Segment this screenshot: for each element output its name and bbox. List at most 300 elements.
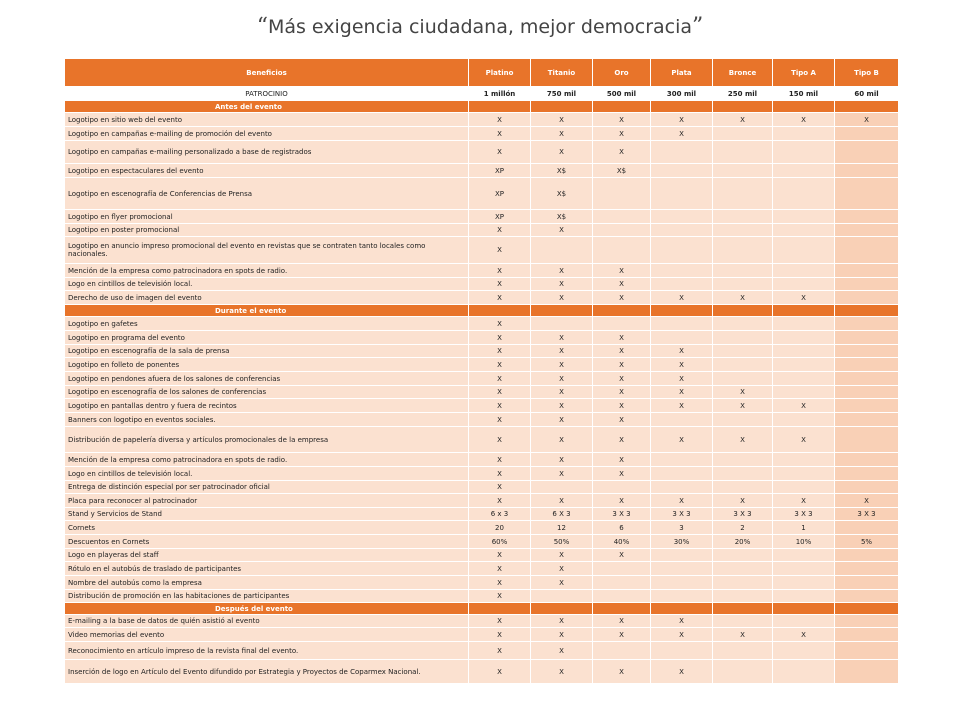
benefit-cell bbox=[651, 576, 713, 590]
table-row bbox=[65, 467, 899, 481]
table-row bbox=[65, 660, 899, 684]
benefit-cell: X bbox=[651, 660, 713, 684]
benefit-cell: X bbox=[593, 549, 651, 562]
patrocinio-value: 250 mil bbox=[713, 87, 773, 101]
benefit-cell bbox=[713, 278, 773, 291]
benefit-cell: X bbox=[531, 127, 593, 141]
section-cell bbox=[593, 603, 651, 615]
benefit-cell bbox=[651, 481, 713, 494]
section-cell bbox=[773, 305, 835, 317]
benefit-label: Logotipo en poster promocional bbox=[65, 224, 469, 237]
section-cell bbox=[469, 603, 531, 615]
benefit-cell: X bbox=[593, 628, 651, 642]
benefit-cell bbox=[835, 386, 899, 399]
section-row bbox=[65, 101, 899, 113]
benefit-label: Mención de la empresa como patrocinadora en spots de radio. bbox=[65, 264, 469, 278]
benefit-cell: X bbox=[773, 113, 835, 127]
benefit-label: Logotipo en anuncio impreso promocional del evento en revistas que se contraten tanto locales como nacionales. bbox=[65, 237, 469, 264]
benefit-cell: X bbox=[531, 345, 593, 358]
benefit-cell: X bbox=[593, 345, 651, 358]
benefit-label: Logotipo en espectaculares del evento bbox=[65, 164, 469, 178]
benefit-cell bbox=[713, 576, 773, 590]
benefit-cell: X bbox=[773, 427, 835, 453]
benefit-cell: 30% bbox=[651, 535, 713, 549]
table-row bbox=[65, 178, 899, 210]
benefit-cell: X bbox=[773, 291, 835, 305]
benefit-label: Cornets bbox=[65, 521, 469, 535]
section-cell bbox=[651, 101, 713, 113]
benefit-cell bbox=[835, 210, 899, 224]
benefit-label: Logo en cintillos de televisión local. bbox=[65, 278, 469, 291]
benefit-cell bbox=[713, 127, 773, 141]
benefit-cell: X bbox=[713, 399, 773, 413]
table-body bbox=[65, 59, 899, 684]
benefit-cell bbox=[773, 345, 835, 358]
benefit-cell bbox=[773, 237, 835, 264]
benefit-cell bbox=[651, 178, 713, 210]
benefit-cell: X bbox=[773, 399, 835, 413]
open-quote: “ bbox=[256, 14, 268, 39]
benefit-cell: X bbox=[651, 494, 713, 508]
section-title: Durante el evento bbox=[65, 305, 469, 317]
benefit-cell: X bbox=[651, 113, 713, 127]
benefit-cell bbox=[593, 178, 651, 210]
benefit-cell: X bbox=[469, 127, 531, 141]
benefit-cell bbox=[773, 141, 835, 164]
benefit-cell: 2 bbox=[713, 521, 773, 535]
table-row bbox=[65, 278, 899, 291]
benefit-cell bbox=[773, 127, 835, 141]
benefit-cell bbox=[713, 562, 773, 576]
benefit-cell: X bbox=[469, 113, 531, 127]
benefit-cell: X bbox=[531, 660, 593, 684]
benefit-cell bbox=[835, 127, 899, 141]
benefit-cell: X bbox=[531, 413, 593, 427]
col-header: Titanio bbox=[531, 59, 593, 87]
benefit-cell bbox=[835, 278, 899, 291]
section-cell bbox=[713, 101, 773, 113]
benefit-cell bbox=[713, 481, 773, 494]
benefit-cell: X bbox=[531, 562, 593, 576]
benefit-cell: X bbox=[469, 628, 531, 642]
benefit-cell bbox=[651, 453, 713, 467]
benefit-cell: X bbox=[531, 264, 593, 278]
benefit-label: Distribución de papelería diversa y artículos promocionales de la empresa bbox=[65, 427, 469, 453]
benefit-cell: X bbox=[593, 386, 651, 399]
benefit-cell: X bbox=[531, 467, 593, 481]
benefit-cell bbox=[713, 178, 773, 210]
table-row bbox=[65, 535, 899, 549]
table-row bbox=[65, 372, 899, 386]
benefit-cell: X bbox=[469, 317, 531, 331]
benefit-cell: X bbox=[651, 386, 713, 399]
benefit-cell bbox=[651, 590, 713, 603]
benefit-cell bbox=[651, 317, 713, 331]
section-cell bbox=[531, 603, 593, 615]
close-quote: ” bbox=[692, 14, 704, 39]
benefit-label: Entrega de distinción especial por ser patrocinador oficial bbox=[65, 481, 469, 494]
benefit-cell: X bbox=[593, 427, 651, 453]
benefit-cell: 60% bbox=[469, 535, 531, 549]
col-header: Beneficios bbox=[65, 59, 469, 87]
benefit-cell: X bbox=[469, 590, 531, 603]
benefit-cell bbox=[651, 549, 713, 562]
benefit-cell bbox=[773, 264, 835, 278]
benefit-cell bbox=[835, 331, 899, 345]
benefit-cell: X bbox=[531, 615, 593, 628]
benefit-cell: X bbox=[469, 345, 531, 358]
benefit-cell bbox=[835, 590, 899, 603]
benefit-cell bbox=[713, 590, 773, 603]
benefit-cell: X bbox=[531, 141, 593, 164]
benefit-cell: 6 x 3 bbox=[469, 508, 531, 521]
benefit-label: Logotipo en pendones afuera de los salones de conferencias bbox=[65, 372, 469, 386]
patrocinio-label: PATROCINIO bbox=[65, 87, 469, 101]
table-row bbox=[65, 386, 899, 399]
benefit-cell: X bbox=[593, 413, 651, 427]
section-row bbox=[65, 603, 899, 615]
table-row bbox=[65, 164, 899, 178]
benefit-cell bbox=[773, 224, 835, 237]
col-header: Bronce bbox=[713, 59, 773, 87]
benefit-cell: X bbox=[835, 113, 899, 127]
benefit-cell bbox=[835, 467, 899, 481]
benefit-cell: X bbox=[469, 278, 531, 291]
benefit-cell: 6 bbox=[593, 521, 651, 535]
col-header: Platino bbox=[469, 59, 531, 87]
slide-title bbox=[0, 14, 960, 39]
section-title: Después del evento bbox=[65, 603, 469, 615]
benefit-cell: X$ bbox=[531, 210, 593, 224]
patrocinio-value: 1 millón bbox=[469, 87, 531, 101]
benefit-cell: 3 X 3 bbox=[593, 508, 651, 521]
benefit-cell bbox=[713, 237, 773, 264]
benefit-cell bbox=[773, 590, 835, 603]
benefit-cell: 20% bbox=[713, 535, 773, 549]
benefit-cell bbox=[651, 467, 713, 481]
benefit-cell: X bbox=[531, 642, 593, 660]
benefit-cell: X bbox=[469, 224, 531, 237]
benefit-cell: X bbox=[531, 358, 593, 372]
benefit-cell bbox=[835, 481, 899, 494]
benefit-label: Placa para reconocer al patrocinador bbox=[65, 494, 469, 508]
benefit-label: Logotipo en sitio web del evento bbox=[65, 113, 469, 127]
benefit-cell: X bbox=[713, 427, 773, 453]
benefit-cell bbox=[773, 210, 835, 224]
benefit-cell bbox=[773, 317, 835, 331]
benefit-cell bbox=[773, 453, 835, 467]
benefit-cell: X bbox=[651, 427, 713, 453]
benefit-cell bbox=[773, 576, 835, 590]
benefit-cell: X bbox=[531, 549, 593, 562]
benefit-cell: 3 X 3 bbox=[713, 508, 773, 521]
benefit-cell bbox=[773, 549, 835, 562]
benefit-cell bbox=[835, 660, 899, 684]
section-cell bbox=[531, 101, 593, 113]
benefit-cell: X bbox=[531, 427, 593, 453]
section-cell bbox=[835, 603, 899, 615]
table-row bbox=[65, 413, 899, 427]
benefit-cell bbox=[773, 331, 835, 345]
benefit-cell bbox=[593, 224, 651, 237]
benefit-cell bbox=[651, 642, 713, 660]
benefit-cell: X bbox=[469, 291, 531, 305]
benefit-label: Reconocimiento en artículo impreso de la revista final del evento. bbox=[65, 642, 469, 660]
benefit-cell bbox=[593, 210, 651, 224]
table-row bbox=[65, 237, 899, 264]
benefit-cell bbox=[713, 549, 773, 562]
table-row bbox=[65, 642, 899, 660]
benefit-cell bbox=[651, 141, 713, 164]
benefit-cell: X bbox=[593, 358, 651, 372]
benefit-label: Logotipo en programa del evento bbox=[65, 331, 469, 345]
benefit-cell bbox=[835, 642, 899, 660]
table-row bbox=[65, 521, 899, 535]
benefit-cell bbox=[773, 615, 835, 628]
table-row bbox=[65, 399, 899, 413]
benefit-cell bbox=[773, 278, 835, 291]
table-row bbox=[65, 562, 899, 576]
benefit-cell bbox=[835, 453, 899, 467]
section-cell bbox=[773, 101, 835, 113]
benefit-cell: X bbox=[469, 141, 531, 164]
col-header: Plata bbox=[651, 59, 713, 87]
benefit-cell: X bbox=[531, 576, 593, 590]
benefit-cell bbox=[713, 372, 773, 386]
benefit-cell bbox=[651, 164, 713, 178]
section-cell bbox=[469, 305, 531, 317]
benefit-cell: X bbox=[593, 141, 651, 164]
benefit-cell bbox=[651, 562, 713, 576]
benefit-cell: X bbox=[469, 549, 531, 562]
section-cell bbox=[713, 603, 773, 615]
benefit-cell: 50% bbox=[531, 535, 593, 549]
benefit-cell bbox=[593, 237, 651, 264]
benefit-cell: X bbox=[531, 331, 593, 345]
benefit-cell bbox=[651, 413, 713, 427]
benefit-cell: XP bbox=[469, 178, 531, 210]
table-row bbox=[65, 494, 899, 508]
benefit-cell: X bbox=[593, 264, 651, 278]
table-row bbox=[65, 113, 899, 127]
section-cell bbox=[713, 305, 773, 317]
benefit-cell bbox=[773, 660, 835, 684]
benefit-cell: X bbox=[835, 494, 899, 508]
benefit-cell: X bbox=[531, 224, 593, 237]
table-row bbox=[65, 224, 899, 237]
benefit-cell: X bbox=[469, 481, 531, 494]
benefit-cell: X bbox=[469, 453, 531, 467]
benefit-cell: X bbox=[531, 386, 593, 399]
benefit-cell bbox=[713, 358, 773, 372]
table-row bbox=[65, 615, 899, 628]
benefit-cell: X bbox=[651, 615, 713, 628]
benefit-cell: X bbox=[651, 291, 713, 305]
benefit-label: Logotipo en escenografía de los salones de conferencias bbox=[65, 386, 469, 399]
benefit-cell bbox=[835, 291, 899, 305]
benefit-label: Mención de la empresa como patrocinadora en spots de radio. bbox=[65, 453, 469, 467]
benefit-cell bbox=[713, 317, 773, 331]
benefit-cell: 10% bbox=[773, 535, 835, 549]
benefit-cell: X bbox=[531, 453, 593, 467]
benefit-cell bbox=[531, 317, 593, 331]
benefit-cell bbox=[531, 481, 593, 494]
benefit-cell: X bbox=[469, 331, 531, 345]
benefit-cell bbox=[835, 628, 899, 642]
benefit-cell: XP bbox=[469, 164, 531, 178]
benefit-cell bbox=[713, 660, 773, 684]
benefit-cell: X bbox=[651, 358, 713, 372]
benefit-cell: X bbox=[651, 628, 713, 642]
benefit-cell bbox=[593, 642, 651, 660]
table-row bbox=[65, 127, 899, 141]
section-cell bbox=[651, 603, 713, 615]
col-header: Tipo B bbox=[835, 59, 899, 87]
benefit-cell bbox=[531, 237, 593, 264]
benefit-cell: 3 X 3 bbox=[651, 508, 713, 521]
benefit-cell bbox=[593, 562, 651, 576]
benefit-cell: X bbox=[713, 291, 773, 305]
benefit-cell bbox=[835, 345, 899, 358]
benefit-cell bbox=[835, 576, 899, 590]
patrocinio-value: 750 mil bbox=[531, 87, 593, 101]
benefit-label: Nombre del autobús como la empresa bbox=[65, 576, 469, 590]
table-row bbox=[65, 453, 899, 467]
benefit-cell: XP bbox=[469, 210, 531, 224]
benefit-cell bbox=[713, 264, 773, 278]
benefit-cell bbox=[593, 317, 651, 331]
benefit-label: Video memorias del evento bbox=[65, 628, 469, 642]
section-row bbox=[65, 305, 899, 317]
benefit-label: Logotipo en flyer promocional bbox=[65, 210, 469, 224]
benefit-cell: X bbox=[469, 642, 531, 660]
section-cell bbox=[593, 305, 651, 317]
benefit-cell bbox=[835, 399, 899, 413]
benefit-cell: X$ bbox=[593, 164, 651, 178]
benefit-cell: X bbox=[469, 386, 531, 399]
benefit-cell bbox=[593, 576, 651, 590]
benefit-cell bbox=[773, 178, 835, 210]
benefit-cell: X bbox=[593, 113, 651, 127]
benefit-label: Logotipo en escenografía de la sala de prensa bbox=[65, 345, 469, 358]
benefit-label: Logotipo en pantallas dentro y fuera de recintos bbox=[65, 399, 469, 413]
benefit-label: E-mailing a la base de datos de quién asistió al evento bbox=[65, 615, 469, 628]
col-header: Tipo A bbox=[773, 59, 835, 87]
benefit-cell bbox=[773, 372, 835, 386]
title-text: Más exigencia ciudadana, mejor democracia bbox=[267, 16, 693, 38]
benefit-cell: 20 bbox=[469, 521, 531, 535]
benefit-cell: X bbox=[469, 413, 531, 427]
table-row bbox=[65, 576, 899, 590]
benefit-cell: X bbox=[469, 264, 531, 278]
benefit-cell: X bbox=[469, 494, 531, 508]
patrocinio-value: 60 mil bbox=[835, 87, 899, 101]
table-row bbox=[65, 264, 899, 278]
benefits-table bbox=[64, 58, 899, 684]
benefit-cell bbox=[773, 413, 835, 427]
header-row bbox=[65, 59, 899, 87]
benefit-cell: X bbox=[593, 467, 651, 481]
benefit-cell: 3 X 3 bbox=[835, 508, 899, 521]
benefit-cell bbox=[651, 278, 713, 291]
benefit-cell: X bbox=[773, 628, 835, 642]
benefit-cell: X bbox=[469, 399, 531, 413]
benefit-cell bbox=[835, 562, 899, 576]
benefit-cell bbox=[835, 372, 899, 386]
benefit-cell bbox=[773, 467, 835, 481]
benefit-cell bbox=[835, 549, 899, 562]
benefit-cell: X bbox=[593, 453, 651, 467]
benefit-cell: X bbox=[713, 494, 773, 508]
benefit-label: Logo en cintillos de televisión local. bbox=[65, 467, 469, 481]
benefit-cell bbox=[835, 237, 899, 264]
patrocinio-value: 500 mil bbox=[593, 87, 651, 101]
benefit-cell: X bbox=[773, 494, 835, 508]
table-row bbox=[65, 508, 899, 521]
benefit-cell: X bbox=[593, 660, 651, 684]
section-title: Antes del evento bbox=[65, 101, 469, 113]
benefit-cell: 5% bbox=[835, 535, 899, 549]
section-cell bbox=[531, 305, 593, 317]
benefit-cell: X bbox=[713, 386, 773, 399]
benefit-cell bbox=[713, 224, 773, 237]
benefit-cell bbox=[651, 264, 713, 278]
benefit-cell bbox=[835, 358, 899, 372]
benefit-cell: X bbox=[593, 399, 651, 413]
benefit-cell bbox=[835, 521, 899, 535]
table-row bbox=[65, 358, 899, 372]
benefit-cell: 12 bbox=[531, 521, 593, 535]
benefit-cell: X bbox=[713, 628, 773, 642]
benefit-cell: X$ bbox=[531, 178, 593, 210]
benefit-cell: X bbox=[469, 372, 531, 386]
benefit-cell bbox=[835, 164, 899, 178]
section-cell bbox=[593, 101, 651, 113]
benefit-cell: X bbox=[469, 358, 531, 372]
benefit-cell bbox=[713, 210, 773, 224]
benefit-cell: X bbox=[469, 576, 531, 590]
benefit-cell: X bbox=[469, 427, 531, 453]
section-cell bbox=[651, 305, 713, 317]
benefit-cell: X bbox=[713, 113, 773, 127]
benefit-cell: X bbox=[593, 291, 651, 305]
table-row bbox=[65, 210, 899, 224]
section-cell bbox=[835, 305, 899, 317]
benefit-cell bbox=[835, 615, 899, 628]
benefit-cell: 3 bbox=[651, 521, 713, 535]
benefit-label: Derecho de uso de imagen del evento bbox=[65, 291, 469, 305]
benefit-cell: X bbox=[531, 113, 593, 127]
table-row bbox=[65, 481, 899, 494]
benefit-cell bbox=[773, 481, 835, 494]
benefit-cell: X bbox=[593, 127, 651, 141]
section-cell bbox=[773, 603, 835, 615]
benefit-cell: X bbox=[531, 278, 593, 291]
benefit-cell: X bbox=[651, 399, 713, 413]
benefit-cell bbox=[651, 237, 713, 264]
benefit-label: Inserción de logo en Artículo del Evento difundido por Estrategia y Proyectos de Coparmex Nacional. bbox=[65, 660, 469, 684]
benefit-cell: X bbox=[531, 628, 593, 642]
table-row bbox=[65, 427, 899, 453]
benefit-cell bbox=[773, 386, 835, 399]
table-row bbox=[65, 590, 899, 603]
benefit-label: Rótulo en el autobús de traslado de participantes bbox=[65, 562, 469, 576]
benefit-cell bbox=[773, 562, 835, 576]
benefit-cell: 1 bbox=[773, 521, 835, 535]
patrocinio-value: 300 mil bbox=[651, 87, 713, 101]
benefit-cell bbox=[651, 210, 713, 224]
benefit-label: Banners con logotipo en eventos sociales. bbox=[65, 413, 469, 427]
